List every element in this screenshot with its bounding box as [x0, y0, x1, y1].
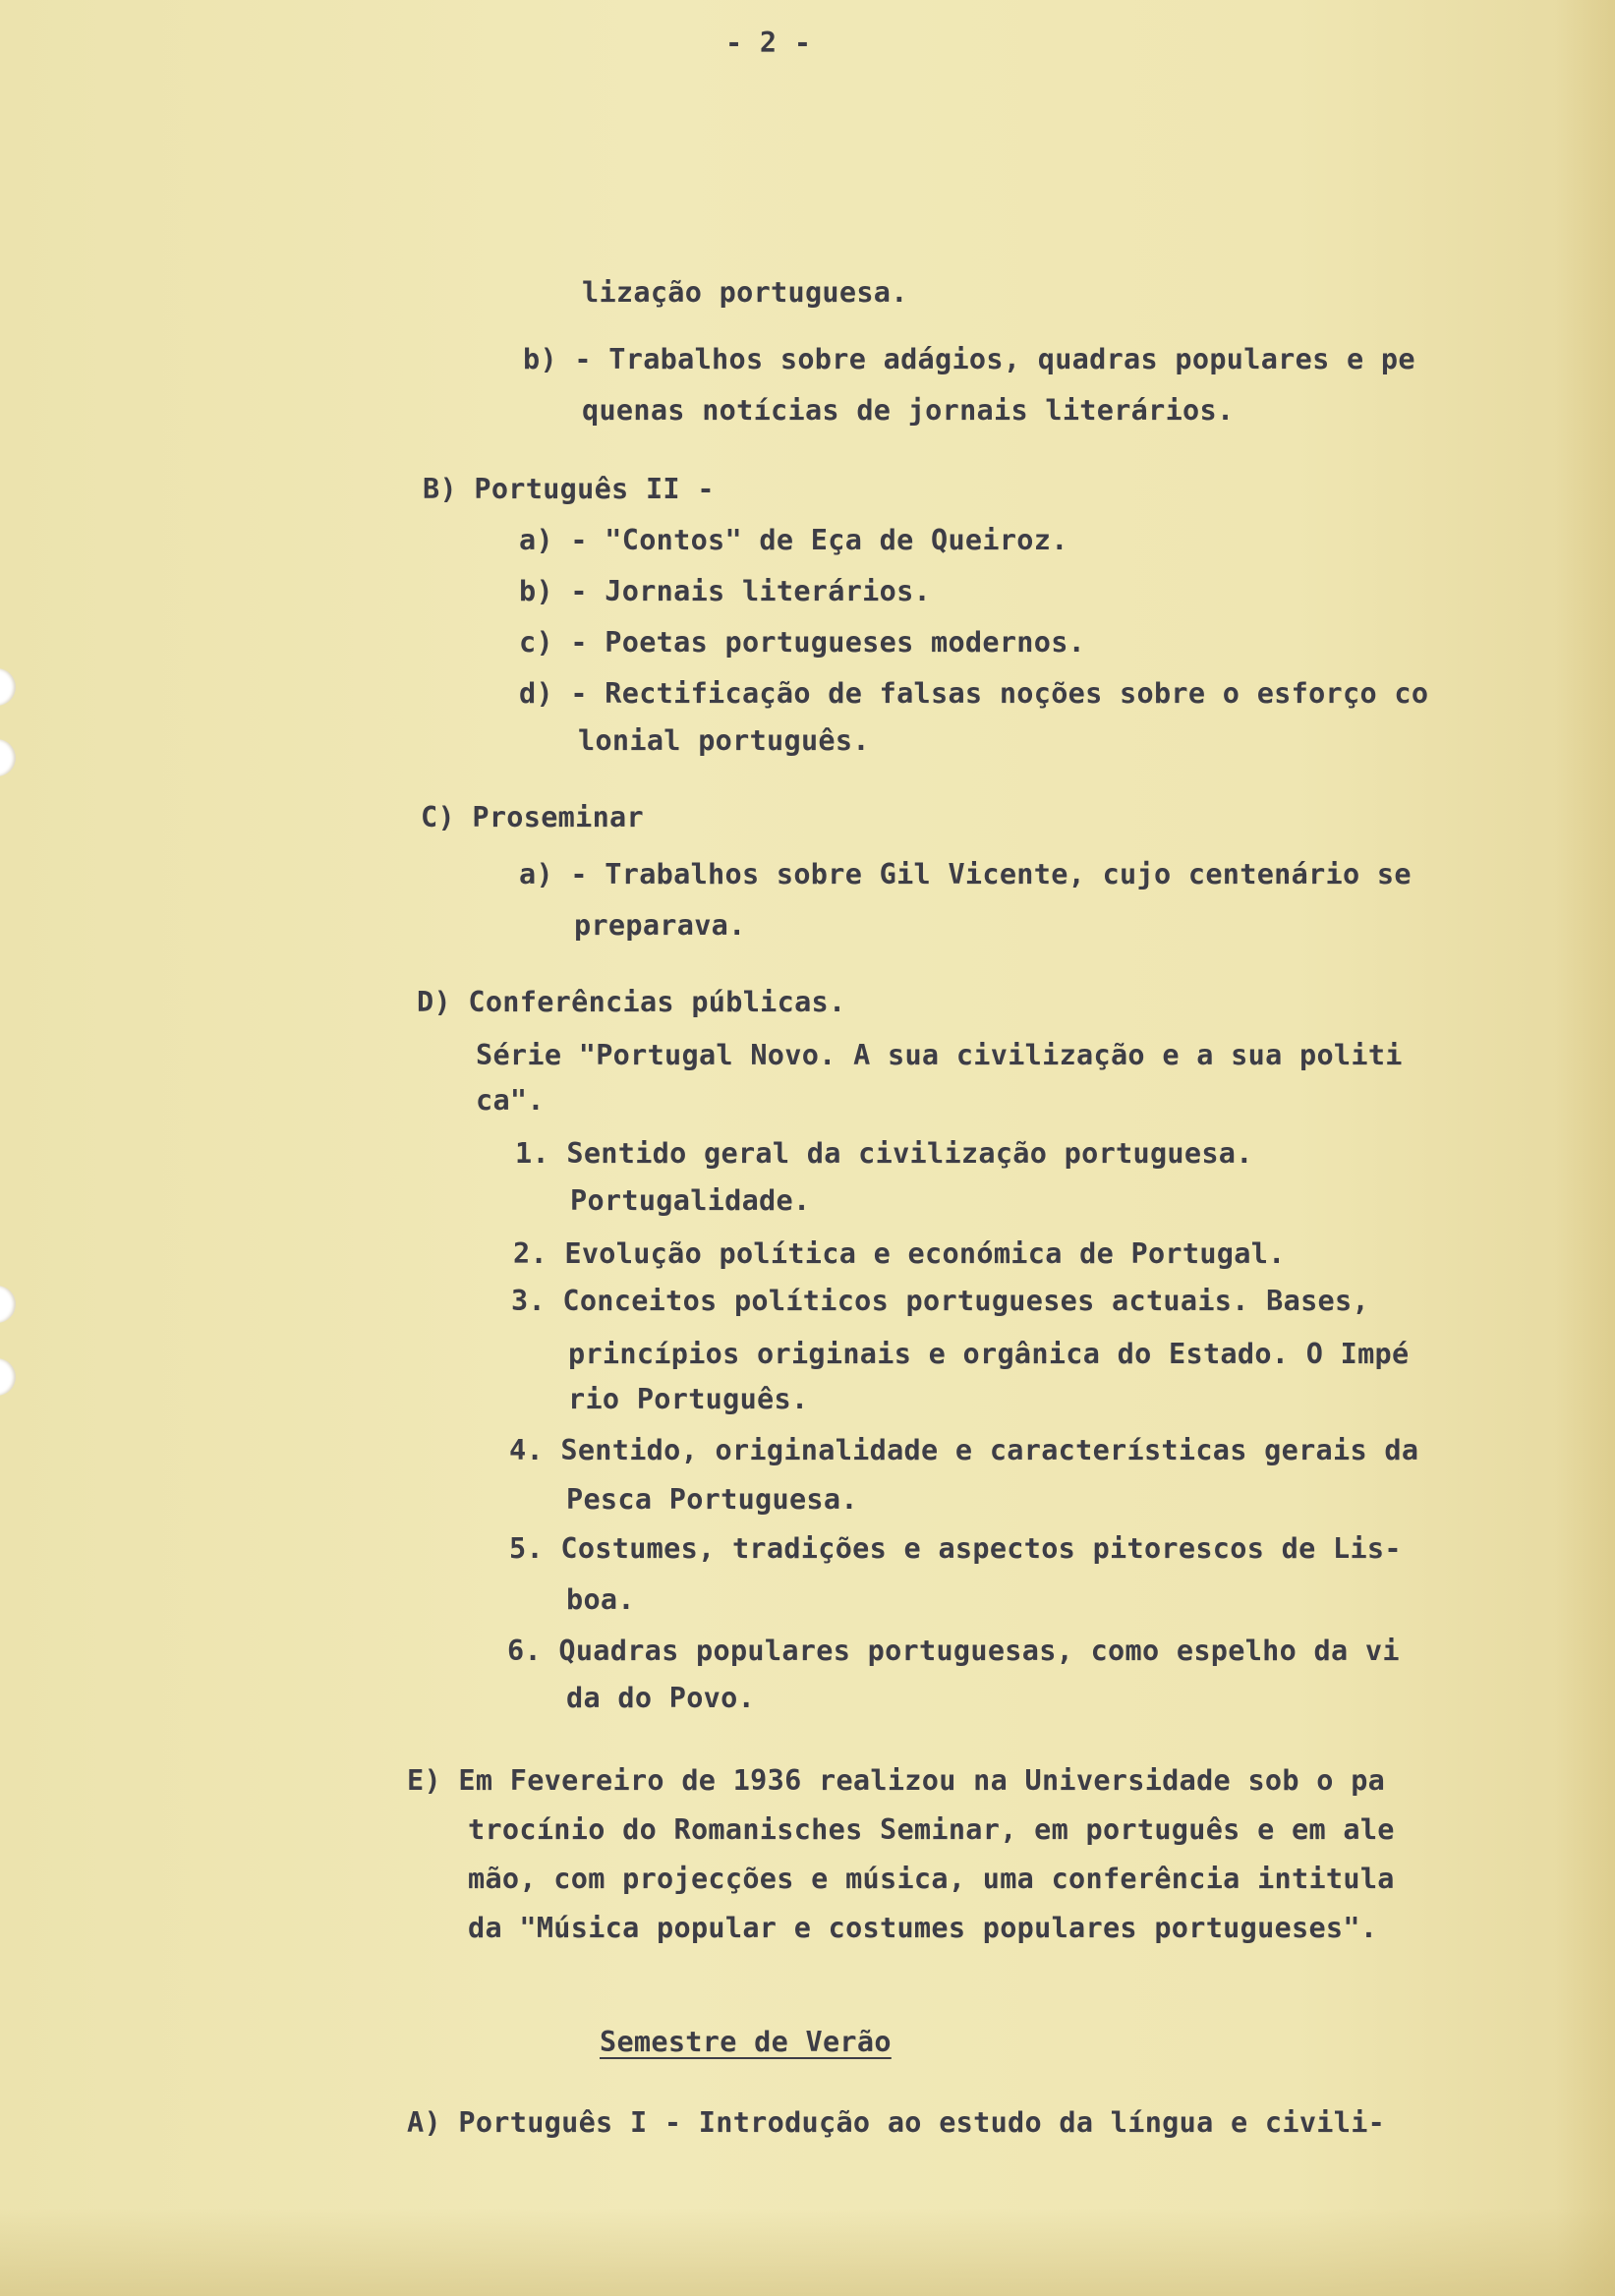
text-line: Pesca Portuguesa.: [566, 1483, 858, 1516]
text-line: Portugalidade.: [570, 1184, 811, 1217]
section-heading: D) Conferências públicas.: [417, 986, 846, 1018]
list-item: 1. Sentido geral da civilização portuguesa.: [515, 1137, 1253, 1170]
page-number: - 2 -: [725, 27, 812, 59]
text-line: Série "Portugal Novo. A sua civilização e a sua politi: [476, 1039, 1403, 1071]
list-item: 6. Quadras populares portuguesas, como espelho da vi: [507, 1635, 1400, 1667]
list-item: 4. Sentido, originalidade e características gerais da: [509, 1434, 1419, 1466]
section-heading: E) Em Fevereiro de 1936 realizou na Universidade sob o pa: [407, 1764, 1386, 1797]
text-line: princípios originais e orgânica do Estado. O Impé: [568, 1338, 1410, 1370]
section-heading: C) Proseminar: [421, 801, 644, 833]
text-line: a) - "Contos" de Eça de Queiroz.: [519, 524, 1068, 556]
text-line: d) - Rectificação de falsas noções sobre o esforço co: [519, 677, 1429, 710]
text-line: lonial português.: [578, 724, 870, 757]
text-line: c) - Poetas portugueses modernos.: [519, 626, 1086, 659]
paper-edge-shading: [1556, 0, 1615, 2296]
text-line: ca".: [476, 1084, 545, 1117]
text-line: quenas notícias de jornais literários.: [582, 394, 1235, 427]
text-line: b) - Trabalhos sobre adágios, quadras populares e pe: [523, 343, 1415, 375]
text-line: a) - Trabalhos sobre Gil Vicente, cujo centenário se: [519, 858, 1412, 890]
text-line: lização portuguesa.: [582, 276, 908, 309]
list-item: 5. Costumes, tradições e aspectos pitorescos de Lis-: [509, 1532, 1402, 1565]
text-line: b) - Jornais literários.: [519, 575, 932, 607]
text-line: preparava.: [574, 909, 746, 942]
punch-hole: [0, 1286, 16, 1323]
list-item: 3. Conceitos políticos portugueses actuais. Bases,: [511, 1285, 1369, 1317]
punch-hole: [0, 1358, 16, 1396]
text-line: da "Música popular e costumes populares portugueses".: [468, 1912, 1378, 1944]
punch-hole: [0, 668, 16, 706]
text-line: boa.: [566, 1583, 635, 1616]
text-line: da do Povo.: [566, 1682, 756, 1714]
punch-hole: [0, 739, 16, 776]
section-heading: A) Português I - Introdução ao estudo da língua e civili-: [407, 2106, 1386, 2139]
section-heading: B) Português II -: [423, 473, 715, 505]
list-item: 2. Evolução política e económica de Portugal.: [513, 1237, 1286, 1270]
section-title: Semestre de Verão: [600, 2026, 892, 2058]
text-line: trocínio do Romanisches Seminar, em português e em ale: [468, 1813, 1395, 1846]
text-line: mão, com projecções e música, uma conferência intitula: [468, 1863, 1395, 1895]
paper-bottom-shading: [0, 2208, 1615, 2296]
text-line: rio Português.: [568, 1383, 809, 1415]
